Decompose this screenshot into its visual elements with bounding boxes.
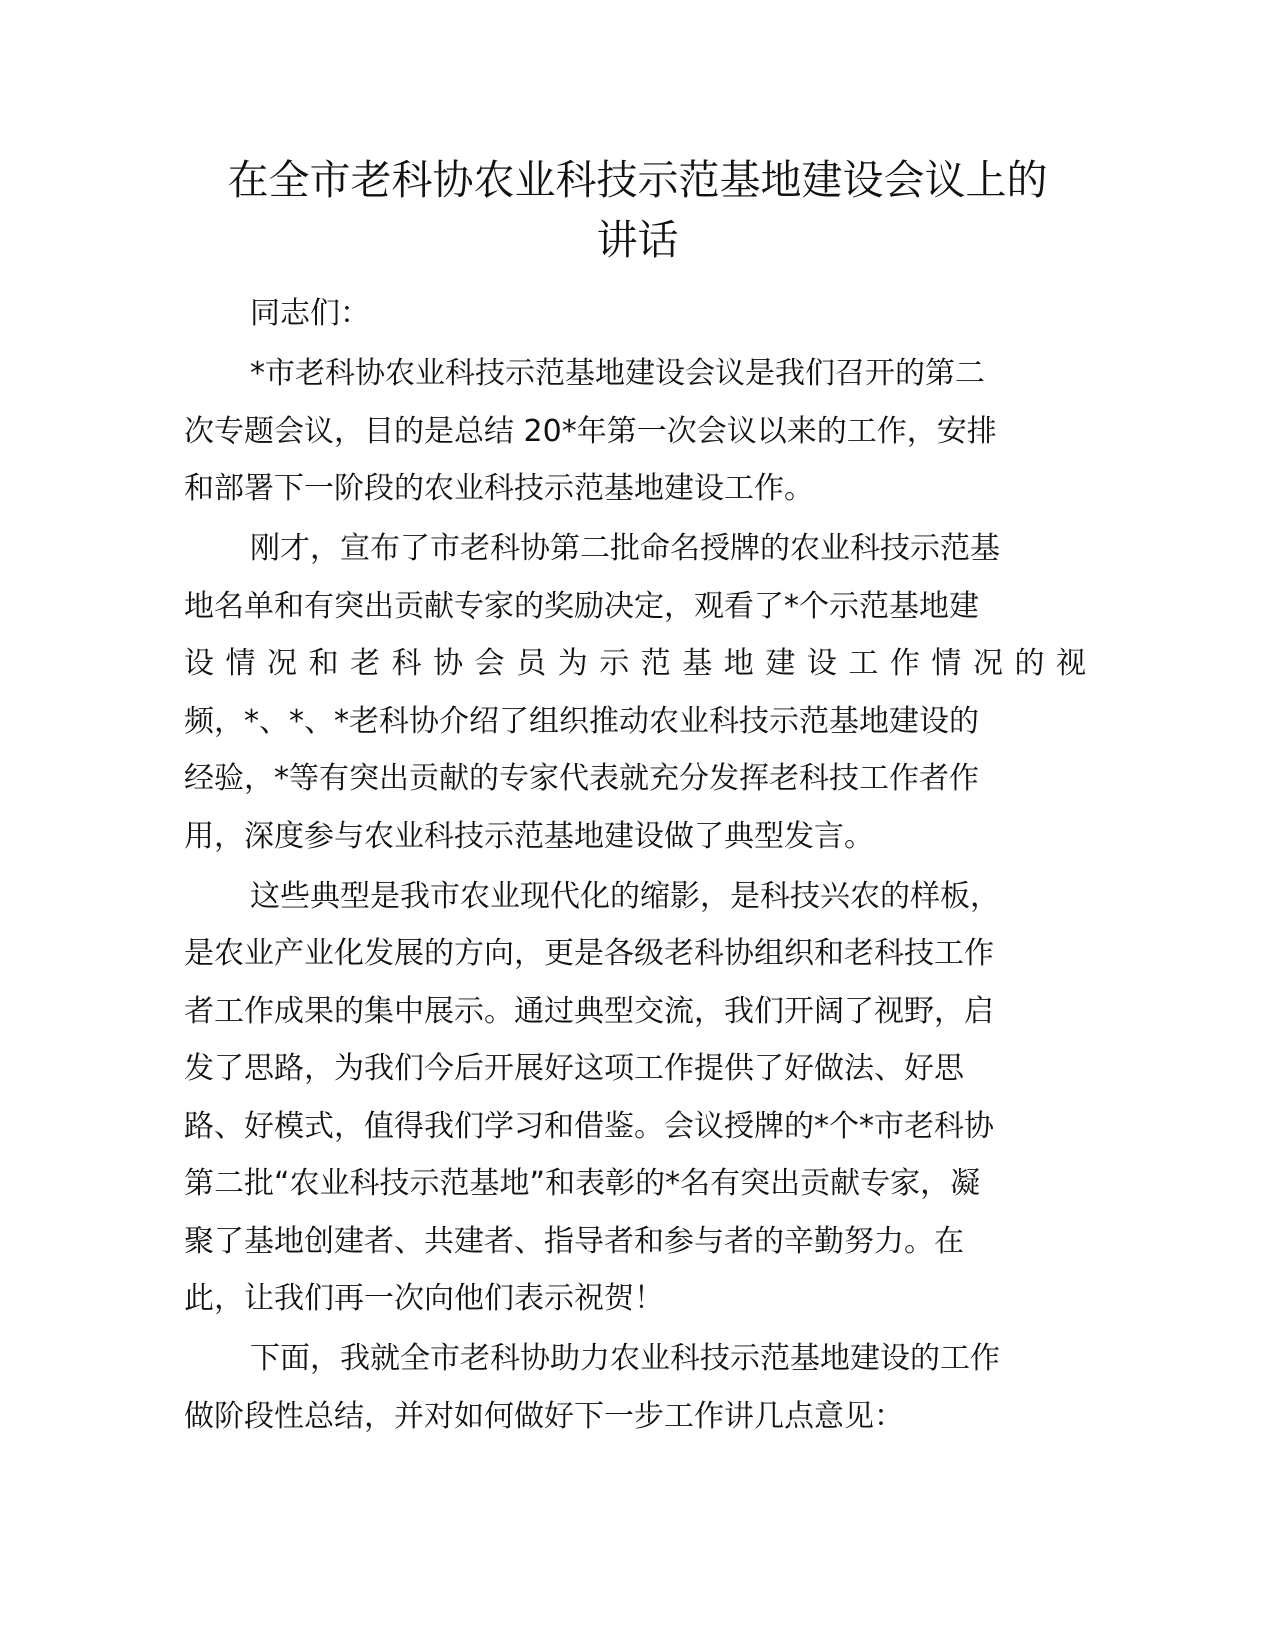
text-line: 聚了基地创建者、共建者、指导者和参与者的辛勤努力。在 — [184, 1223, 964, 1259]
title-line: 讲话 — [596, 216, 679, 264]
document-title — [150, 150, 1125, 270]
text-line: 路、好模式，值得我们学习和借鉴。会议授牌的*个*市老科协 — [184, 1108, 994, 1144]
text-line: 次专题会议，目的是总结 20*年第一次会议以来的工作，安排 — [184, 413, 997, 449]
paragraph — [184, 345, 1086, 518]
text-line: 刚才，宣布了市老科协第二批命名授牌的农业科技示范基 — [250, 531, 1000, 566]
text-line: 做阶段性总结，并对如何做好下一步工作讲几点意见： — [184, 1398, 904, 1434]
text-line: 第二批“农业科技示范基地”和表彰的*名有突出贡献专家，凝 — [184, 1166, 981, 1201]
text-line: 用，深度参与农业科技示范基地建设做了典型发言。 — [184, 818, 874, 854]
paragraph — [184, 1330, 1086, 1445]
text-line: 设情况和老科协会员为示范基地建设工作情况的视 — [184, 646, 1086, 681]
document-body — [184, 285, 1086, 1445]
paragraph — [184, 868, 1086, 1328]
text-line: 频，*、*、*老科协介绍了组织推动农业科技示范基地建设的 — [184, 703, 979, 739]
text-line: 是农业产业化发展的方向，更是各级老科协组织和老科技工作 — [184, 936, 994, 971]
text-line: 下面，我就全市老科协助力农业科技示范基地建设的工作 — [250, 1341, 1000, 1376]
text-line: 同志们： — [250, 296, 370, 331]
text-line: 经验，*等有突出贡献的专家代表就充分发挥老科技工作者作 — [184, 761, 979, 796]
text-line: *市老科协农业科技示范基地建设会议是我们召开的第二 — [250, 356, 985, 391]
text-line: 地名单和有突出贡献专家的奖励决定，观看了*个示范基地建 — [184, 588, 979, 624]
paragraph — [184, 520, 1086, 865]
salutation-paragraph — [184, 285, 1086, 343]
text-line: 者工作成果的集中展示。通过典型交流，我们开阔了视野，启 — [184, 993, 994, 1029]
text-line: 发了思路，为我们今后开展好这项工作提供了好做法、好思 — [184, 1051, 964, 1086]
text-line: 此，让我们再一次向他们表示祝贺！ — [184, 1281, 664, 1316]
text-line: 这些典型是我市农业现代化的缩影，是科技兴农的样板， — [250, 878, 1000, 914]
title-line: 在全市老科协农业科技示范基地建设会议上的 — [227, 156, 1048, 204]
text-line: 和部署下一阶段的农业科技示范基地建设工作。 — [184, 471, 814, 506]
